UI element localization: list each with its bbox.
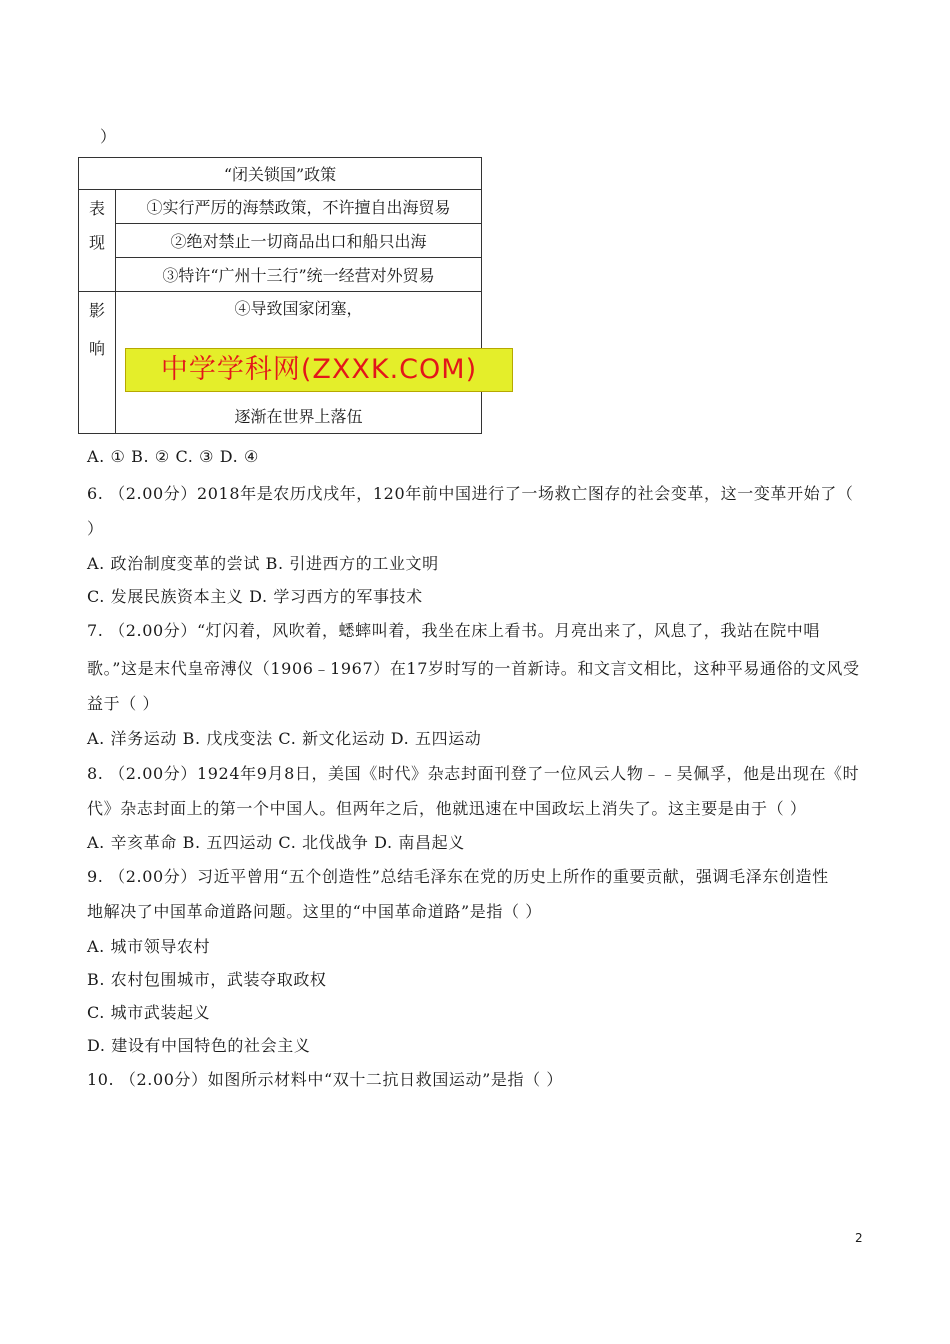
policy-table — [78, 157, 482, 434]
question-5-closing-paren: ） — [100, 127, 117, 146]
table-row: ②绝对禁止一切商品出口和船只出海 — [116, 224, 482, 258]
question-7-options: A. 洋务运动 B. 戊戌变法 C. 新文化运动 D. 五四运动 — [87, 729, 482, 748]
question-5-options: A. ① B. ② C. ③ D. ④ — [87, 447, 259, 466]
question-7-stem: 7. （2.00分）“灯闪着，风吹着，蟋蟀叫着，我坐在床上看书。月亮出来了，风息了，我站在院中唱 — [87, 621, 820, 640]
impact-text-top: ④导致国家闭塞， — [234, 299, 363, 318]
question-6-stem-cont: ） — [87, 519, 104, 538]
question-9-option-b: B. 农村包围城市，武装夺取政权 — [87, 970, 327, 989]
question-8-stem: 8. （2.00分）1924年9月8日，美国《时代》杂志封面刊登了一位风云人物﹣﹣吴佩孚，他是出现在《时 — [87, 764, 860, 783]
watermark-logo: 中学学科网(ZXXK.COM) — [125, 348, 513, 392]
table-row: ①实行严厉的海禁政策，不许擅自出海贸易 — [116, 190, 482, 224]
question-9-stem-cont: 地解决了中国革命道路问题。这里的“中国革命道路”是指（ ） — [87, 902, 542, 921]
table-side-label-impact: 影 响 — [79, 292, 116, 434]
page-number: 2 — [855, 1231, 863, 1245]
impact-text-bottom: 逐渐在世界上落伍 — [234, 407, 363, 426]
question-9-option-a: A. 城市领导农村 — [87, 937, 211, 956]
question-9-option-c: C. 城市武装起义 — [87, 1003, 211, 1022]
question-8-options: A. 辛亥革命 B. 五四运动 C. 北伐战争 D. 南昌起义 — [87, 833, 465, 852]
question-7-stem-cont: 歌。”这是末代皇帝溥仪（1906﹣1967）在17岁时写的一首新诗。和文言文相比，这种平易通俗的文风受 — [87, 659, 860, 678]
question-9-option-d: D. 建设有中国特色的社会主义 — [87, 1036, 311, 1055]
table-title: “闭关锁国”政策 — [79, 158, 482, 190]
question-6-stem: 6. （2.00分）2018年是农历戊戌年，120年前中国进行了一场救亡图存的社会变革，这一变革开始了（ — [87, 484, 854, 503]
question-6-options-cd: C. 发展民族资本主义 D. 学习西方的军事技术 — [87, 587, 423, 606]
table-side-label-performance: 表 现 — [79, 190, 116, 292]
table-row: ③特许“广州十三行”统一经营对外贸易 — [116, 258, 482, 292]
question-6-options-ab: A. 政治制度变革的尝试 B. 引进西方的工业文明 — [87, 554, 439, 573]
question-7-stem-end: 益于（ ） — [87, 694, 160, 713]
question-10-stem: 10. （2.00分）如图所示材料中“双十二抗日救国运动”是指（ ） — [87, 1070, 564, 1089]
question-8-stem-cont: 代》杂志封面上的第一个中国人。但两年之后，他就迅速在中国政坛上消失了。这主要是由于（ ） — [87, 799, 807, 818]
question-9-stem: 9. （2.00分）习近平曾用“五个创造性”总结毛泽东在党的历史上所作的重要贡献，强调毛泽东创造性 — [87, 867, 829, 886]
